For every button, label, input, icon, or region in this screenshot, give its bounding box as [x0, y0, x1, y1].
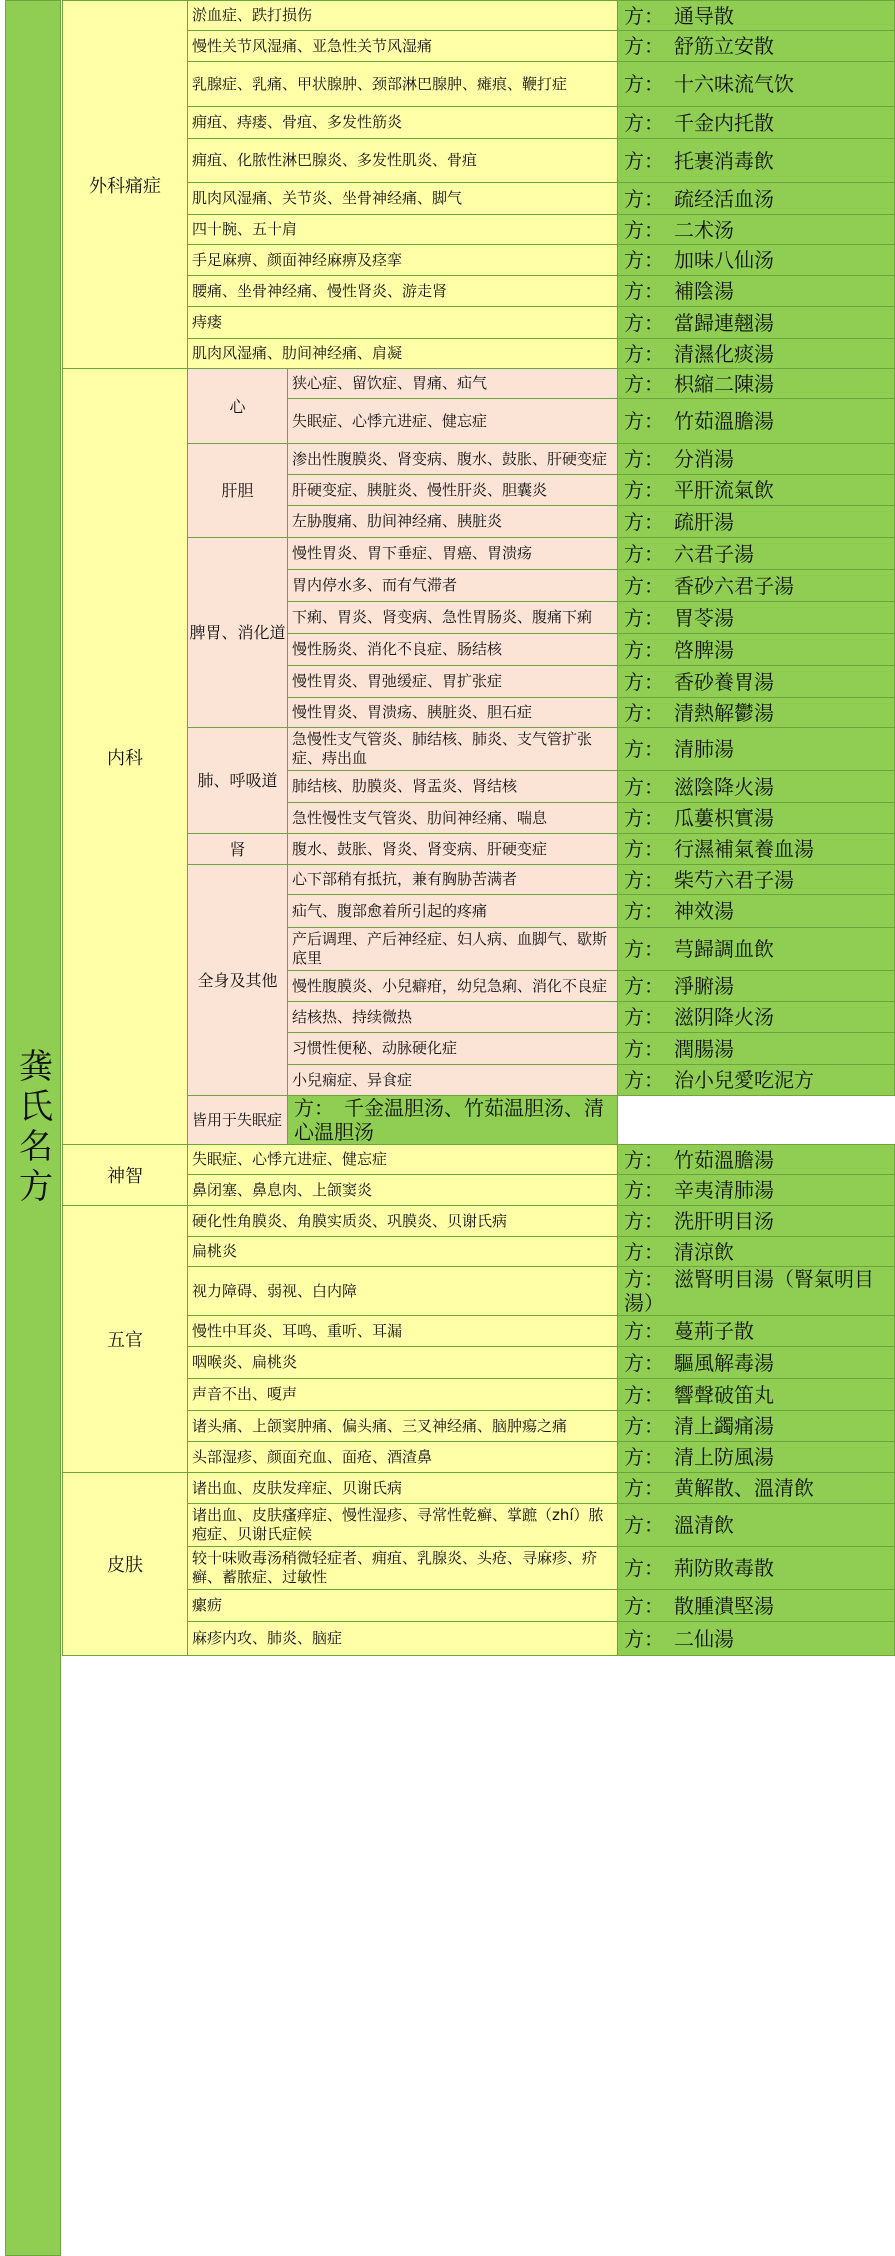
- disease-cell: 习惯性便秘、动脉硬化症: [288, 1033, 618, 1065]
- formula-prefix: 方：: [624, 774, 665, 799]
- formula-prefix: 方：: [624, 1005, 665, 1029]
- formula-cell: [288, 1096, 618, 1145]
- category-cell: 皮肤: [63, 1473, 188, 1656]
- formula-cell: [618, 771, 895, 803]
- formula-name: 六君子湯: [674, 541, 755, 566]
- formula-name: 清肺湯: [674, 737, 735, 761]
- formula-name: 竹茹溫膽湯: [674, 409, 775, 433]
- formula-cell: [618, 1347, 895, 1379]
- formula-name: 洗肝明目汤: [674, 1209, 775, 1233]
- formula-prefix: 方：: [624, 34, 665, 58]
- formula-prefix: 方：: [624, 669, 665, 694]
- formula-prefix: 方：: [624, 447, 665, 471]
- formula-prefix: 方：: [624, 1593, 665, 1618]
- formula-cell: [618, 1175, 895, 1206]
- disease-cell: 痔瘘: [188, 307, 618, 339]
- subcategory-cell: 肝胆: [188, 444, 288, 538]
- formula-cell: [618, 666, 895, 698]
- formula-prefix: 方：: [624, 478, 665, 502]
- table-row: [63, 444, 895, 475]
- formula-name: 分消湯: [674, 447, 735, 471]
- formula-cell: [618, 698, 895, 728]
- disease-cell: 痈疽、痔瘘、骨疽、多发性筋炎: [188, 107, 618, 139]
- formula-cell: [618, 1622, 895, 1656]
- formula-prefix: 方：: [624, 867, 665, 892]
- formula-name: 當歸連翹湯: [674, 310, 775, 335]
- disease-cell: 诸头痛、上颌窦肿痛、偏头痛、三叉神经痛、脑肿瘍之痛: [188, 1411, 618, 1442]
- formula-cell: [618, 1547, 895, 1590]
- table-row: [63, 1442, 895, 1473]
- formula-name: 平肝流氣飲: [674, 478, 775, 502]
- formula-name: 二仙湯: [674, 1626, 735, 1651]
- formula-cell: [618, 506, 895, 538]
- disease-cell: 狭心症、留饮症、胃痛、疝气: [288, 369, 618, 399]
- formula-prefix: 方：: [624, 3, 665, 28]
- disease-cell: 手足麻痹、颜面神经麻痹及痉挛: [188, 245, 618, 276]
- disease-cell: 肌肉风湿痛、肋间神经痛、肩凝: [188, 339, 618, 369]
- formula-name: 淨腑湯: [674, 974, 735, 998]
- disease-cell: 皆用于失眠症: [188, 1096, 288, 1145]
- disease-cell: 诸出血、皮肤发痒症、贝谢氏病: [188, 1473, 618, 1504]
- formula-prefix: 方：: [624, 217, 665, 242]
- subcategory-cell: 全身及其他: [188, 865, 288, 1096]
- formula-prefix: 方：: [624, 1209, 665, 1233]
- formula-prefix: 方：: [624, 837, 665, 861]
- formula-prefix: 方：: [624, 1036, 665, 1061]
- disease-cell: 视力障碍、弱视、白内障: [188, 1267, 618, 1316]
- formula-prefix: 方：: [624, 341, 665, 366]
- disease-cell: 小兒痫症、异食症: [288, 1065, 618, 1096]
- formula-cell: [618, 139, 895, 183]
- disease-cell: 急性慢性支气管炎、肋间神经痛、喘息: [288, 803, 618, 834]
- disease-cell: 结核热、持续微热: [288, 1002, 618, 1033]
- formula-cell: [618, 928, 895, 971]
- formula-cell: [618, 865, 895, 895]
- formula-name: 托裹消毒飲: [674, 148, 775, 173]
- formula-name: 滋陰降火湯: [674, 774, 775, 799]
- formula-cell: [618, 1, 895, 31]
- formula-prefix: 方：: [294, 1096, 334, 1120]
- formula-cell: [618, 1590, 895, 1622]
- formula-cell: [618, 399, 895, 444]
- formula-name: 補陰湯: [674, 279, 735, 303]
- disease-cell: 头部湿疹、颜面充血、面疮、酒渣鼻: [188, 1442, 618, 1473]
- table-row: [63, 276, 895, 307]
- formula-cell: [618, 183, 895, 215]
- table-row: [63, 183, 895, 215]
- formula-name: 清涼飲: [674, 1239, 735, 1264]
- table-row: [63, 1504, 895, 1547]
- table-row: [63, 215, 895, 245]
- formula-prefix: 方：: [624, 310, 665, 335]
- formula-prefix: 方：: [624, 806, 665, 830]
- formula-name: 清熱解鬱湯: [674, 700, 775, 725]
- formula-prefix: 方：: [624, 637, 665, 662]
- table-title: 龚氏名方: [12, 1048, 53, 1208]
- formula-name: 枳縮二陳湯: [674, 371, 775, 396]
- disease-cell: 慢性中耳炎、耳鸣、重听、耳漏: [188, 1316, 618, 1347]
- disease-cell: 慢性肠炎、消化不良症、肠结核: [288, 634, 618, 666]
- formula-cell: [618, 1411, 895, 1442]
- category-cell: 神智: [63, 1145, 188, 1206]
- formula-name: 香砂養胃湯: [674, 669, 775, 694]
- formula-cell: [618, 538, 895, 570]
- formula-prefix: 方：: [624, 1147, 665, 1172]
- formula-prefix: 方：: [624, 1319, 665, 1343]
- formula-name: 芎歸調血飲: [674, 937, 775, 961]
- table-row: [63, 1347, 895, 1379]
- formula-cell: [618, 1267, 895, 1316]
- formula-cell: [618, 215, 895, 245]
- formula-prefix: 方：: [624, 573, 665, 598]
- table-row: [63, 107, 895, 139]
- disease-cell: 腹水、鼓胀、肾炎、肾变病、肝硬变症: [288, 834, 618, 865]
- table-row: [63, 369, 895, 399]
- disease-cell: 麻疹内攻、肺炎、脑症: [188, 1622, 618, 1656]
- disease-cell: 左胁腹痛、肋间神经痛、胰脏炎: [288, 506, 618, 538]
- table-row: [63, 245, 895, 276]
- formula-prefix: 方：: [624, 700, 665, 725]
- formula-cell: [618, 1145, 895, 1175]
- disease-cell: 慢性胃炎、胃溃疡、胰脏炎、胆石症: [288, 698, 618, 728]
- formula-name: 竹茹溫膽湯: [674, 1147, 775, 1172]
- formula-cell: [618, 1065, 895, 1096]
- formula-name: 疏经活血汤: [674, 186, 775, 211]
- formula-name: 加味八仙汤: [674, 248, 775, 272]
- disease-cell: 慢性关节风湿痛、亚急性关节风湿痛: [188, 31, 618, 62]
- table-row: [63, 1622, 895, 1656]
- formula-table: [62, 0, 895, 1656]
- table-row: [63, 62, 895, 107]
- disease-cell: 肝硬变症、胰脏炎、慢性肝炎、胆囊炎: [288, 475, 618, 506]
- table-row: [63, 834, 895, 865]
- formula-prefix: 方：: [624, 509, 665, 534]
- table-row: [63, 1316, 895, 1347]
- formula-cell: [618, 895, 895, 928]
- formula-prefix: 方：: [624, 186, 665, 211]
- formula-prefix: 方：: [624, 1350, 665, 1375]
- formula-cell: [618, 31, 895, 62]
- formula-name: 清濕化痰湯: [674, 341, 775, 366]
- table-row: [63, 1473, 895, 1504]
- disease-cell: 痈疽、化脓性淋巴腺炎、多发性肌炎、骨疽: [188, 139, 618, 183]
- formula-cell: [618, 1316, 895, 1347]
- subcategory-cell: 心: [188, 369, 288, 444]
- formula-name: 香砂六君子湯: [674, 573, 795, 598]
- subcategory-cell: 脾胃、消化道: [188, 538, 288, 728]
- formula-prefix: 方：: [624, 1556, 665, 1580]
- formula-prefix: 方：: [624, 409, 665, 433]
- table-row: [63, 1590, 895, 1622]
- table-row: [63, 865, 895, 895]
- disease-cell: 慢性胃炎、胃下垂症、胃癌、胃溃疡: [288, 538, 618, 570]
- disease-cell: 咽喉炎、扁桃炎: [188, 1347, 618, 1379]
- formula-cell: [618, 307, 895, 339]
- formula-name: 荊防敗毒散: [674, 1556, 775, 1580]
- formula-name: 溫清飲: [674, 1513, 735, 1537]
- formula-prefix: 方：: [624, 1476, 665, 1500]
- disease-cell: 四十腕、五十肩: [188, 215, 618, 245]
- formula-prefix: 方：: [624, 1445, 665, 1469]
- category-cell: 外科痛症: [63, 1, 188, 369]
- table-row: [63, 1267, 895, 1316]
- disease-cell: 瘰疬: [188, 1590, 618, 1622]
- disease-cell: 心下部稍有抵抗，兼有胸胁苦满者: [288, 865, 618, 895]
- formula-name: 治小兒愛吃泥方: [674, 1068, 815, 1092]
- formula-name: 滋阴降火汤: [674, 1005, 775, 1029]
- formula-prefix: 方：: [624, 248, 665, 272]
- disease-cell: 失眠症、心悸亢进症、健忘症: [288, 399, 618, 444]
- formula-cell: [618, 1033, 895, 1065]
- category-cell: 内科: [63, 369, 188, 1145]
- subcategory-cell: 肾: [188, 834, 288, 865]
- formula-name: 千金内托散: [674, 110, 775, 135]
- formula-cell: [618, 475, 895, 506]
- formula-prefix: 方：: [624, 1239, 665, 1264]
- formula-name: 清上蠲痛湯: [674, 1414, 775, 1438]
- formula-prefix: 方：: [624, 110, 665, 135]
- formula-name: 舒筋立安散: [674, 34, 775, 58]
- formula-name: 滋腎明目湯（腎氣明目湯）: [624, 1267, 875, 1315]
- disease-cell: 声音不出、嗄声: [188, 1379, 618, 1411]
- formula-cell: [618, 1002, 895, 1033]
- table-row: [63, 1175, 895, 1206]
- disease-cell: 疝气、腹部愈着所引起的疼痛: [288, 895, 618, 928]
- formula-name: 散腫潰堅湯: [674, 1593, 775, 1618]
- disease-cell: 腰痛、坐骨神经痛、慢性肾炎、游走肾: [188, 276, 618, 307]
- formula-cell: [618, 1237, 895, 1267]
- formula-cell: [618, 634, 895, 666]
- formula-cell: [618, 369, 895, 399]
- formula-cell: [618, 1379, 895, 1411]
- title-column: [5, 0, 61, 2256]
- formula-cell: [618, 1442, 895, 1473]
- disease-cell: 失眠症、心悸亢进症、健忘症: [188, 1145, 618, 1175]
- formula-name: 黄解散、溫清飲: [674, 1476, 815, 1500]
- formula-prefix: 方：: [624, 279, 665, 303]
- formula-cell: [618, 276, 895, 307]
- formula-cell: [618, 803, 895, 834]
- disease-cell: 扁桃炎: [188, 1237, 618, 1267]
- formula-name: 胃苓湯: [674, 605, 735, 630]
- formula-cell: [618, 971, 895, 1002]
- table-row: [63, 538, 895, 570]
- table-row: [63, 139, 895, 183]
- formula-prefix: 方：: [624, 72, 665, 96]
- formula-prefix: 方：: [624, 1068, 665, 1092]
- formula-name: 二术汤: [674, 217, 735, 242]
- table-row: [63, 31, 895, 62]
- formula-prefix: 方：: [624, 937, 665, 961]
- disease-cell: 肌肉风湿痛、关节炎、坐骨神经痛、脚气: [188, 183, 618, 215]
- category-cell: 五官: [63, 1206, 188, 1473]
- table-row: [63, 728, 895, 771]
- formula-cell: [618, 245, 895, 276]
- formula-prefix: 方：: [624, 737, 665, 761]
- disease-cell: 较十味败毒汤稍微轻症者、痈疽、乳腺炎、头疮、寻麻疹、疥癣、蓄脓症、过敏性: [188, 1547, 618, 1590]
- formula-name: 神效湯: [674, 899, 735, 923]
- subcategory-cell: 肺、呼吸道: [188, 728, 288, 834]
- formula-name: 清上防風湯: [674, 1445, 775, 1469]
- formula-name: 千金温胆汤、竹茹温胆汤、清心温胆汤: [294, 1096, 604, 1144]
- formula-prefix: 方：: [624, 148, 665, 173]
- formula-prefix: 方：: [624, 1178, 665, 1202]
- disease-cell: 急慢性支气管炎、肺结核、肺炎、支气管扩张症、痔出血: [288, 728, 618, 771]
- table-row: [63, 1, 895, 31]
- formula-cell: [618, 834, 895, 865]
- formula-cell: [618, 339, 895, 369]
- disease-cell: 淤血症、跌打损伤: [188, 1, 618, 31]
- formula-name: 潤腸湯: [674, 1036, 735, 1061]
- formula-prefix: 方：: [624, 541, 665, 566]
- formula-prefix: 方：: [624, 899, 665, 923]
- formula-name: 瓜蔞枳實湯: [674, 806, 775, 830]
- table-row: [63, 1237, 895, 1267]
- disease-cell: 肺结核、肋膜炎、肾盂炎、肾结核: [288, 771, 618, 803]
- table-row: [63, 307, 895, 339]
- formula-name: 響聲破笛丸: [674, 1382, 775, 1407]
- disease-cell: 下痢、胃炎、肾变病、急性胃肠炎、腹痛下痢: [288, 602, 618, 634]
- formula-cell: [618, 1504, 895, 1547]
- formula-prefix: 方：: [624, 371, 665, 396]
- formula-prefix: 方：: [624, 1267, 665, 1291]
- formula-name: 通导散: [674, 3, 735, 28]
- disease-cell: 硬化性角膜炎、角膜实质炎、巩膜炎、贝谢氏病: [188, 1206, 618, 1237]
- formula-prefix: 方：: [624, 1414, 665, 1438]
- formula-cell: [618, 728, 895, 771]
- table-row: [63, 1206, 895, 1237]
- formula-prefix: 方：: [624, 974, 665, 998]
- formula-cell: [618, 107, 895, 139]
- formula-cell: [618, 1473, 895, 1504]
- disease-cell: 胃内停水多、而有气滞者: [288, 570, 618, 602]
- formula-name: 驅風解毒湯: [674, 1350, 775, 1375]
- table-row: [63, 339, 895, 369]
- formula-name: 辛夷清肺湯: [674, 1178, 775, 1202]
- table-row: [63, 1411, 895, 1442]
- formula-prefix: 方：: [624, 1513, 665, 1537]
- disease-cell: 渗出性腹膜炎、肾变病、腹水、鼓胀、肝硬变症: [288, 444, 618, 475]
- formula-cell: [618, 444, 895, 475]
- formula-name: 疏肝湯: [674, 509, 735, 534]
- formula-prefix: 方：: [624, 605, 665, 630]
- table-row: [63, 1145, 895, 1175]
- formula-name: 蔓荊子散: [674, 1319, 755, 1343]
- formula-cell: [618, 62, 895, 107]
- disease-cell: 诸出血、皮肤瘙痒症、慢性湿疹、寻常性乾癣、掌蹠（zhí）脓疱症、贝谢氏症候: [188, 1504, 618, 1547]
- formula-name: 十六味流气饮: [674, 72, 795, 96]
- disease-cell: 慢性胃炎、胃弛缓症、胃扩张症: [288, 666, 618, 698]
- formula-cell: [618, 602, 895, 634]
- disease-cell: 鼻闭塞、鼻息肉、上颌窦炎: [188, 1175, 618, 1206]
- disease-cell: 产后调理、产后神经症、妇人病、血脚气、歇斯底里: [288, 928, 618, 971]
- formula-cell: [618, 570, 895, 602]
- formula-name: 行濕補氣養血湯: [674, 837, 815, 861]
- table-row: [63, 1547, 895, 1590]
- formula-name: 啓脾湯: [674, 637, 735, 662]
- formula-name: 柴芍六君子湯: [674, 867, 795, 892]
- table-row: [63, 1379, 895, 1411]
- formula-cell: [618, 1206, 895, 1237]
- disease-cell: 乳腺症、乳痛、甲状腺肿、颈部淋巴腺肿、瘫痕、鞭打症: [188, 62, 618, 107]
- formula-prefix: 方：: [624, 1626, 665, 1651]
- formula-prefix: 方：: [624, 1382, 665, 1407]
- table-row: [63, 1096, 895, 1145]
- disease-cell: 慢性腹膜炎、小兒癖疳，幼兒急痢、消化不良症: [288, 971, 618, 1002]
